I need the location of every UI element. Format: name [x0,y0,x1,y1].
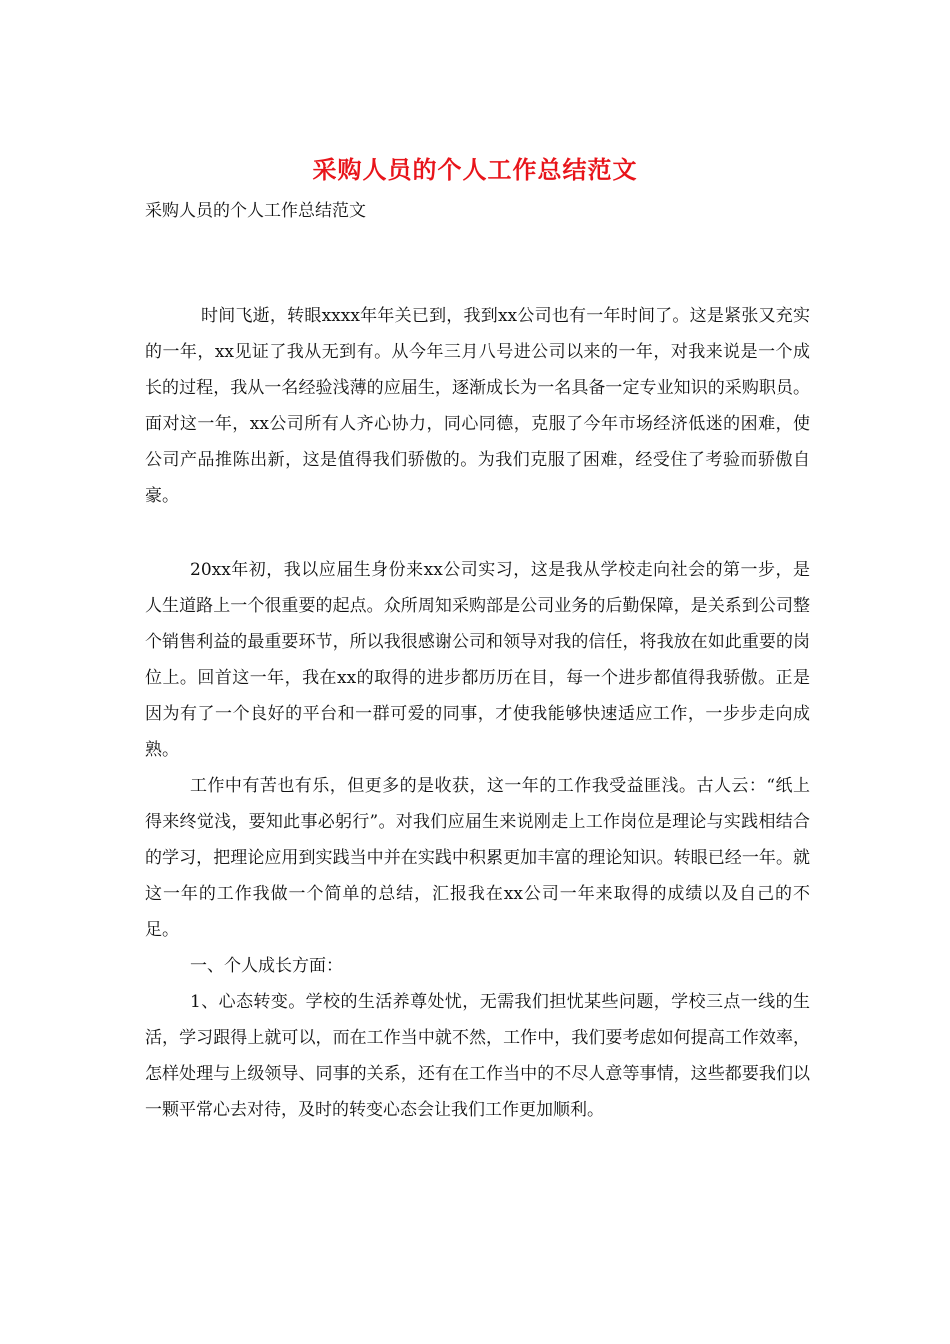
paragraph: 时间飞逝，转眼xxxx年年关已到，我到xx公司也有一年时间了。这是紧张又充实的一年，xx见证了我从无到有。从今年三月八号进公司以来的一年，对我来说是一个成长的过程，我从一名经验浅薄的应届生，逐渐成长为一名具备一定专业知识的采购职员。面对这一年，xx公司所有人齐心协力，同心同德，克服了今年市场经济低迷的困难，使公司产品推陈出新，这是值得我们骄傲的。为我们克服了困难，经受住了考验而骄傲自豪。 [145,306,810,506]
paragraph: 工作中有苦也有乐，但更多的是收获，这一年的工作我受益匪浅。古人云：“纸上得来终觉浅，要知此事必躬行”。对我们应届生来说刚走上工作岗位是理论与实践相结合的学习，把理论应用到实践当中并在实践中积累更加丰富的理论知识。转眼已经一年。就这一年的工作我做一个简单的总结，汇报我在xx公司一年来取得的成绩以及自己的不足。 [145,776,810,940]
document-title: 采购人员的个人工作总结范文 [312,155,638,184]
section-heading: 一、个人成长方面： [190,956,343,976]
paragraph: 20xx年初，我以应届生身份来xx公司实习，这是我从学校走向社会的第一步，是人生道路上一个很重要的起点。众所周知采购部是公司业务的后勤保障，是关系到公司整个销售利益的最重要环节，所以我很感谢公司和领导对我的信任，将我放在如此重要的岗位上。回首这一年，我在xx的取得的进步都历历在目，每一个进步都值得我骄傲。正是因为有了一个良好的平台和一群可爱的同事，才使我能够快速适应工作，一步步走向成熟。 [145,560,810,760]
document-subtitle: 采购人员的个人工作总结范文 [145,201,366,221]
paragraph: 1、心态转变。学校的生活养尊处忧，无需我们担忧某些问题，学校三点一线的生活，学习跟得上就可以，而在工作当中就不然，工作中，我们要考虑如何提高工作效率，怎样处理与上级领导、同事的关系，还有在工作当中的不尽人意等事情，这些都要我们以一颗平常心去对待，及时的转变心态会让我们工作更加顺利。 [145,992,810,1120]
paragraph-block-2 [145,552,810,1128]
paragraph-block-1 [145,298,810,514]
